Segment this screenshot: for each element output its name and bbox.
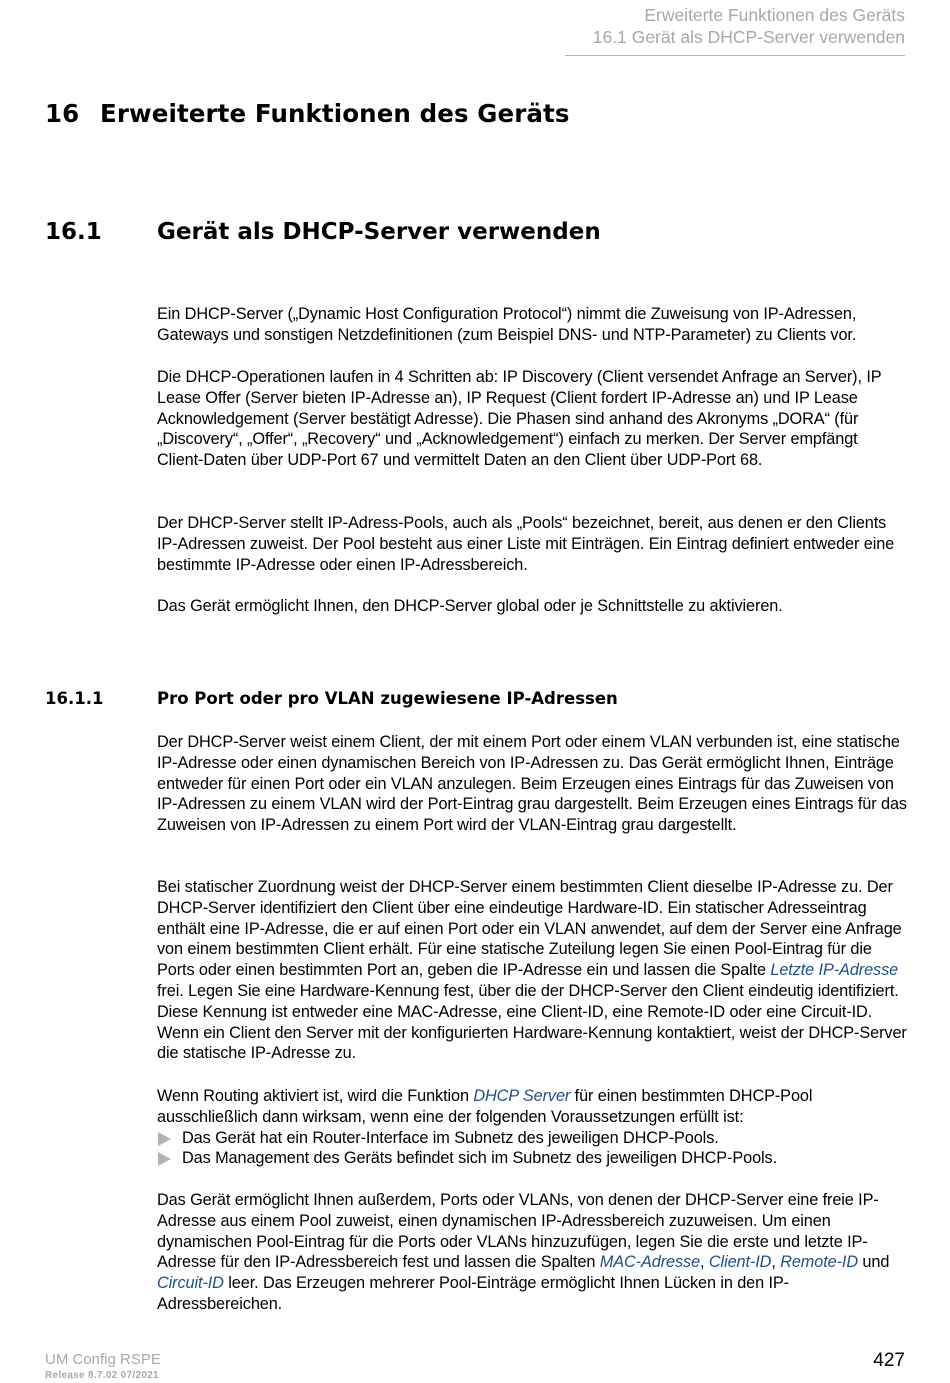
text-fragment: Bei statischer Zuordnung weist der DHCP-Server einem bestimmten Client dieselbe IP-Adresse zu. Der DHCP-Server identifiziert den Client über eine eindeutige Hardware-ID. Ein statischer Adresseintrag enthält eine IP-Adresse, die er auf einen Port oder ein VLAN anwendet, auf dem der Server eine Anfrage von einem bestimmten Client erhält. Für eine statische Zuteilung legen Sie einen Pool-Eintrag für die Ports oder einen bestimmten Port an, geben die IP-Adresse ein und lassen die Spalte xyxy=(157,878,902,980)
ui-reference-dhcp-server: DHCP Server xyxy=(473,1087,571,1105)
ui-reference-mac-address: MAC-Adresse xyxy=(599,1253,701,1272)
section-heading xyxy=(45,215,601,249)
paragraph-routing-conditions xyxy=(157,1086,907,1169)
subsection-title: Pro Port oder pro VLAN zugewiesene IP-Adressen xyxy=(157,689,618,708)
chapter-heading xyxy=(45,97,570,131)
running-header-chapter: Erweiterte Funktionen des Geräts xyxy=(644,5,905,25)
text-fragment: leer. Das Erzeugen mehrerer Pool-Einträge ermöglicht Ihnen Lücken in den IP-Adressbereichen. xyxy=(157,1274,790,1313)
footer-document-name: UM Config RSPE xyxy=(45,1351,161,1368)
text-block xyxy=(157,1086,907,1128)
header-rule xyxy=(565,55,905,56)
paragraph-activation: Das Gerät ermöglicht Ihnen, den DHCP-Server global oder je Schnittstelle zu aktivieren. xyxy=(157,597,783,615)
paragraph-dhcp-intro: Ein DHCP-Server („Dynamic Host Configuration Protocol“) nimmt die Zuweisung von IP-Adressen, Gateways und sonstigen Netzdefinitionen (zum Beispiel DNS- und NTP-Parameter) zu Clients vor. xyxy=(157,305,857,344)
subsection-number: 16.1.1 xyxy=(45,689,104,708)
text-fragment: , xyxy=(700,1253,709,1272)
text-fragment: frei. Legen Sie eine Hardware-Kennung fest, über die der DHCP-Server den Client eindeutig identifiziert. Diese Kennung ist entweder eine MAC-Adresse, eine Client-ID, eine Remote-ID oder eine Circuit-ID. Wenn ein Client den Server mit der konfigurierten Hardware-Kennung kontaktiert, weist der DHCP-Server die statische IP-Adresse zu. xyxy=(157,981,907,1063)
ui-reference-remote-id: Remote-ID xyxy=(780,1253,858,1272)
paragraph-static-assignment xyxy=(157,877,907,1064)
chapter-number: 16 xyxy=(45,99,80,128)
list-item xyxy=(157,1148,907,1169)
chapter-title: Erweiterte Funktionen des Geräts xyxy=(100,99,570,128)
list-item xyxy=(157,1128,907,1149)
footer-release: Release 8.7.02 07/2021 xyxy=(45,1370,159,1381)
paragraph-dynamic-pool xyxy=(157,1190,907,1315)
list-item-text: Das Management des Geräts befindet sich im Subnetz des jeweiligen DHCP-Pools. xyxy=(182,1149,778,1168)
paragraph-ip-pools: Der DHCP-Server stellt IP-Adress-Pools, auch als „Pools“ bezeichnet, bereit, aus denen er den Clients IP-Adressen zuweist. Der Pool besteht aus einer Liste mit Einträgen. Ein Eintrag definiert entweder eine bestimmte IP-Adresse oder einen IP-Adressbereich. xyxy=(157,514,895,574)
running-header-section: 16.1 Gerät als DHCP-Server verwenden xyxy=(592,27,905,47)
list-item-text: Das Gerät hat ein Router-Interface im Subnetz des jeweiligen DHCP-Pools. xyxy=(182,1128,719,1147)
running-header xyxy=(593,4,905,48)
subsection-heading xyxy=(45,688,618,710)
footer xyxy=(45,1351,161,1382)
paragraph-dhcp-operations: Die DHCP-Operationen laufen in 4 Schritten ab: IP Discovery (Client versendet Anfrage an Server), IP Lease Offer (Server bieten IP-Adresse an), IP Request (Client fordert IP-Adresse an) und IP Lease Acknowledgement (Server bestätigt Adresse). Die Phasen sind anhand des Akronyms „DORA“ (für „Discovery“, „Offer“, „Recovery“ und „Acknowledgement“) einfach zu merken. Der Server empfängt Client-Daten über UDP-Port 67 und vermittelt Daten an den Client über UDP-Port 68. xyxy=(157,368,882,470)
ui-reference-client-id: Client-ID xyxy=(708,1253,772,1272)
triangle-bullet-icon xyxy=(158,1152,171,1166)
text-fragment: Das Gerät ermöglicht Ihnen außerdem, Ports oder VLANs, von denen der DHCP-Server eine freie IP-Adresse aus einem Pool zuweist, einen dynamischen IP-Adressbereich zuzuweisen. Um einen dynamischen Pool-Eintrag für die Ports oder VLANs hinzuzufügen, legen Sie die erste und letzte IP-Adresse für den IP-Adressbereich fest und lassen die Spalten xyxy=(157,1191,879,1272)
section-number: 16.1 xyxy=(45,219,102,245)
page-number: 427 xyxy=(873,1350,905,1371)
condition-list xyxy=(157,1128,907,1170)
text-fragment: für einen bestimmten DHCP-Pool ausschließlich dann wirksam, wenn eine der folgenden Voraussetzungen erfüllt ist: xyxy=(157,1087,813,1126)
ui-reference-last-ip-address: Letzte IP-Adresse xyxy=(770,961,899,980)
ui-reference-circuit-id: Circuit-ID xyxy=(157,1274,224,1293)
text-fragment: Wenn Routing aktiviert ist, wird die Funktion xyxy=(157,1087,474,1105)
text-fragment: , xyxy=(771,1253,781,1272)
triangle-bullet-icon xyxy=(158,1132,171,1146)
section-title: Gerät als DHCP-Server verwenden xyxy=(157,219,601,245)
paragraph-port-vlan: Der DHCP-Server weist einem Client, der mit einem Port oder einem VLAN verbunden ist, eine statische IP-Adresse oder einen dynamischen Bereich von IP-Adressen zu. Das Gerät ermöglicht Ihnen, Einträge entweder für einen Port oder ein VLAN anzulegen. Beim Erzeugen eines Eintrags für das Zuweisen von IP-Adressen zu einem VLAN wird der Port-Eintrag grau dargestellt. Beim Erzeugen eines Eintrags für das Zuweisen von IP-Adressen zu einem Port wird der VLAN-Eintrag grau dargestellt. xyxy=(157,733,907,835)
text-fragment: und xyxy=(858,1253,890,1272)
